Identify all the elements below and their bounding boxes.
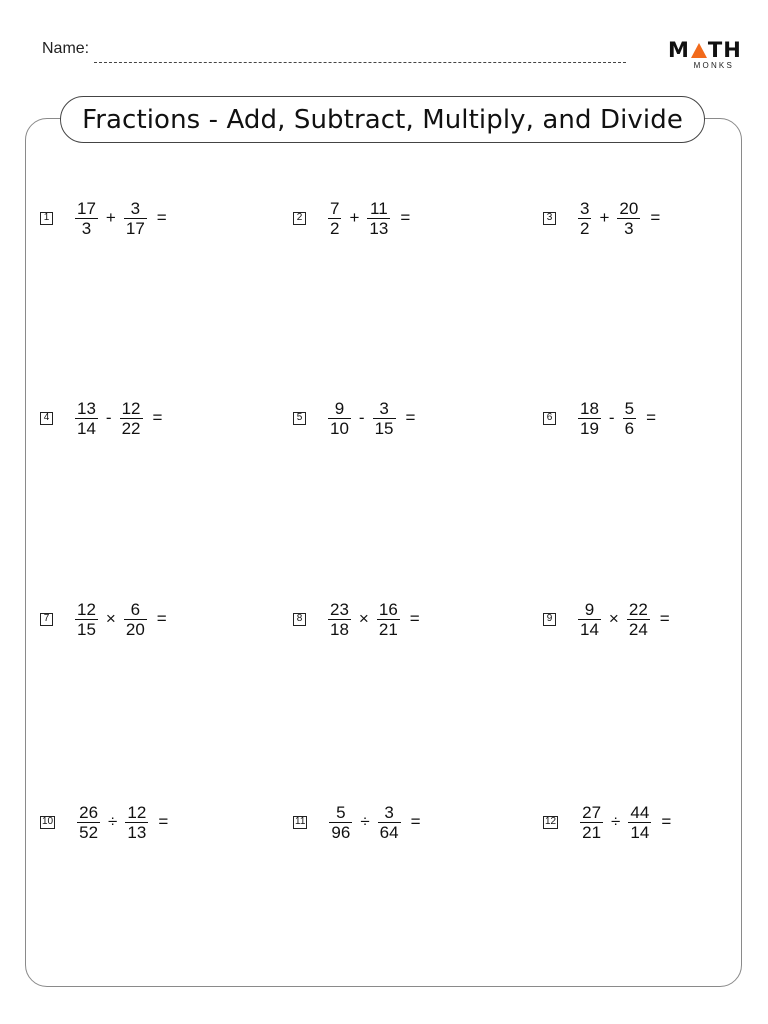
problem-8: [293, 594, 420, 644]
problem-12: [543, 797, 671, 847]
numerator: 27: [582, 802, 602, 822]
problem-number: 11: [295, 816, 306, 827]
problem-3: [543, 193, 660, 243]
name-line: [94, 62, 626, 63]
problem-number: 12: [545, 816, 557, 827]
denominator: 14: [77, 418, 96, 438]
denominator: 15: [374, 418, 394, 438]
numerator: 17: [77, 198, 96, 218]
operator: +: [599, 208, 610, 227]
second-fraction: [627, 600, 650, 639]
numerator: 20: [619, 198, 639, 218]
problem-number: 8: [293, 613, 306, 626]
problem-number: 10: [42, 816, 54, 827]
numerator: 16: [378, 599, 398, 619]
operator: -: [105, 408, 112, 427]
operator: ×: [105, 609, 116, 628]
numerator: 9: [584, 599, 595, 619]
problem-number: 9: [543, 613, 556, 626]
equals-sign: =: [646, 408, 656, 427]
denominator: 64: [379, 822, 399, 842]
first-fraction: [328, 399, 351, 438]
denominator: 22: [121, 418, 141, 438]
problem-number: 6: [543, 412, 556, 425]
numerator: 3: [580, 198, 590, 218]
first-fraction: [75, 600, 98, 639]
logo-letters-th: TH: [707, 38, 742, 62]
problem-number: 4: [40, 412, 53, 425]
first-fraction: [328, 199, 341, 238]
equals-sign: =: [158, 812, 169, 831]
denominator: 2: [330, 218, 340, 238]
second-fraction: [120, 399, 143, 438]
operator: +: [349, 208, 360, 227]
numerator: 12: [121, 398, 141, 418]
operator: -: [358, 408, 365, 427]
denominator: 21: [582, 822, 602, 842]
second-fraction: [377, 600, 400, 639]
first-fraction: [75, 199, 98, 238]
second-fraction: [628, 803, 651, 842]
numerator: 6: [130, 599, 141, 619]
second-fraction: [125, 803, 148, 842]
denominator: 21: [378, 619, 398, 639]
worksheet-frame: [25, 118, 742, 987]
problem-6: [543, 393, 656, 443]
numerator: 22: [628, 599, 648, 619]
equals-sign: =: [661, 812, 672, 831]
equals-sign: =: [659, 609, 670, 628]
operator: -: [608, 408, 615, 427]
equals-sign: =: [152, 408, 163, 427]
denominator: 19: [580, 418, 599, 438]
problem-7: [40, 594, 167, 644]
problem-number: 5: [293, 412, 306, 425]
numerator: 44: [630, 802, 650, 822]
second-fraction: [617, 199, 640, 238]
denominator: 20: [125, 619, 145, 639]
problem-2: [293, 193, 410, 243]
name-label: Name:: [42, 40, 90, 57]
equals-sign: =: [156, 208, 167, 227]
denominator: 52: [79, 822, 99, 842]
equals-sign: =: [650, 208, 661, 227]
equals-sign: =: [410, 812, 421, 831]
logo-subtitle: MONKS: [693, 61, 734, 70]
denominator: 14: [580, 619, 599, 639]
problem-number: 2: [293, 212, 306, 225]
operator: +: [105, 208, 116, 227]
numerator: 5: [336, 802, 346, 822]
problem-number: 3: [543, 212, 556, 225]
numerator: 18: [580, 398, 599, 418]
operator: ÷: [611, 812, 621, 831]
operator: ×: [608, 609, 619, 628]
problem-10: [40, 797, 168, 847]
problem-5: [293, 393, 415, 443]
denominator: 13: [127, 822, 147, 842]
first-fraction: [75, 399, 98, 438]
denominator: 14: [630, 822, 650, 842]
second-fraction: [623, 399, 636, 438]
problem-11: [293, 797, 421, 847]
denominator: 18: [330, 619, 349, 639]
numerator: 7: [330, 198, 340, 218]
first-fraction: [329, 803, 352, 842]
problem-number: 7: [40, 613, 53, 626]
second-fraction: [367, 199, 390, 238]
numerator: 5: [624, 398, 635, 418]
first-fraction: [77, 803, 100, 842]
numerator: 13: [77, 398, 96, 418]
first-fraction: [328, 600, 351, 639]
numerator: 26: [79, 802, 99, 822]
logo-wordmark: [668, 38, 742, 62]
operator: ÷: [108, 812, 118, 831]
denominator: 15: [77, 619, 96, 639]
denominator: 3: [624, 218, 634, 238]
numerator: 9: [334, 398, 345, 418]
second-fraction: [124, 199, 147, 238]
denominator: 6: [624, 418, 635, 438]
denominator: 10: [330, 418, 349, 438]
denominator: 17: [125, 218, 145, 238]
denominator: 24: [628, 619, 648, 639]
second-fraction: [378, 803, 401, 842]
equals-sign: =: [156, 609, 167, 628]
operator: ÷: [360, 812, 370, 831]
math-monks-logo: [668, 38, 742, 74]
problem-9: [543, 594, 670, 644]
second-fraction: [373, 399, 396, 438]
operator: ×: [358, 609, 369, 628]
numerator: 23: [330, 599, 349, 619]
numerator: 11: [370, 198, 388, 218]
equals-sign: =: [409, 609, 420, 628]
logo-triangle-icon: [691, 43, 707, 58]
name-row: [42, 38, 626, 68]
problem-1: [40, 193, 167, 243]
problem-4: [40, 393, 162, 443]
numerator: 3: [384, 802, 394, 822]
worksheet-title: Fractions - Add, Subtract, Multiply, and Divide: [60, 96, 705, 143]
first-fraction: [578, 199, 591, 238]
problem-number: 1: [40, 212, 53, 225]
second-fraction: [124, 600, 147, 639]
denominator: 2: [580, 218, 590, 238]
denominator: 3: [81, 218, 92, 238]
denominator: 13: [369, 218, 389, 238]
logo-letter-m: M: [668, 38, 690, 62]
first-fraction: [578, 399, 601, 438]
numerator: 3: [379, 398, 389, 418]
first-fraction: [578, 600, 601, 639]
first-fraction: [580, 803, 603, 842]
equals-sign: =: [405, 408, 416, 427]
numerator: 3: [130, 198, 141, 218]
numerator: 12: [77, 599, 96, 619]
numerator: 12: [127, 802, 147, 822]
equals-sign: =: [400, 208, 411, 227]
denominator: 96: [331, 822, 351, 842]
